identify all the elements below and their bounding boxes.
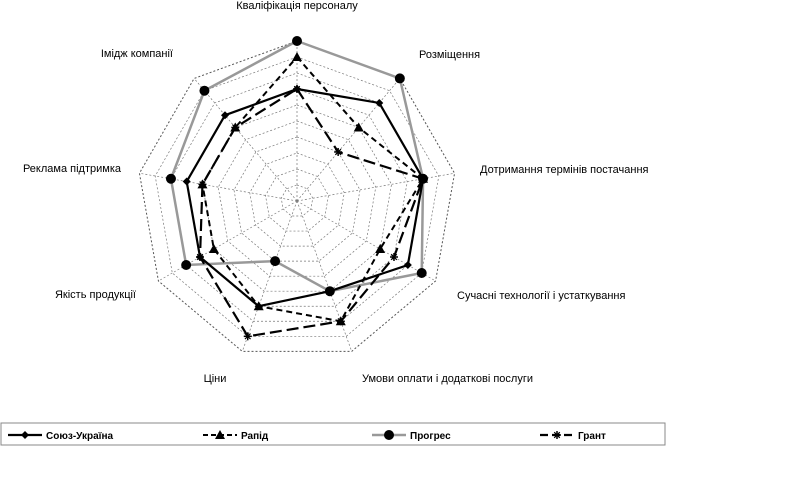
grid-spoke	[297, 201, 352, 351]
grid-spoke	[297, 201, 436, 281]
data-point	[375, 244, 385, 253]
data-point	[199, 86, 209, 96]
data-point	[334, 148, 342, 156]
axis-label: Розміщення	[419, 49, 481, 61]
data-point	[384, 430, 394, 440]
data-point	[166, 174, 176, 184]
data-point	[293, 85, 301, 93]
axis-label: Сучасні технології і устаткування	[457, 290, 626, 302]
legend	[1, 423, 665, 445]
axis-label: Кваліфікація персоналу	[236, 0, 358, 12]
legend-label: Союз-Україна	[46, 431, 114, 442]
data-point	[292, 52, 302, 61]
data-point	[196, 253, 204, 261]
series-3	[196, 85, 427, 340]
data-point	[390, 253, 398, 261]
grid-spoke	[297, 173, 455, 201]
axis-label-layer	[23, 0, 649, 385]
axis-label: Якість продукції	[54, 289, 136, 301]
grid-spoke	[158, 201, 297, 281]
data-point	[209, 244, 219, 253]
legend-label: Рапід	[241, 431, 269, 442]
axis-label: Ціни	[203, 373, 227, 385]
data-point	[404, 261, 412, 269]
series-line	[187, 89, 423, 306]
axis-label: Умови оплати і додаткові послуги	[362, 373, 533, 385]
legend-label: Прогрес	[410, 431, 451, 442]
data-point	[337, 317, 345, 325]
data-point	[181, 260, 191, 270]
grid-spoke	[139, 173, 297, 201]
data-point	[553, 431, 561, 439]
grid-ring	[171, 73, 423, 321]
data-point	[244, 332, 252, 340]
axis-label: Реклама підтримка	[22, 163, 121, 175]
axis-label: Імідж компанії	[100, 48, 173, 60]
data-point	[417, 268, 427, 278]
grid-spoke	[194, 78, 297, 201]
axis-label: Дотримання термінів постачання	[480, 164, 649, 176]
data-point	[292, 36, 302, 46]
legend-label: Грант	[578, 431, 606, 442]
data-point	[270, 256, 280, 266]
data-point	[395, 73, 405, 83]
